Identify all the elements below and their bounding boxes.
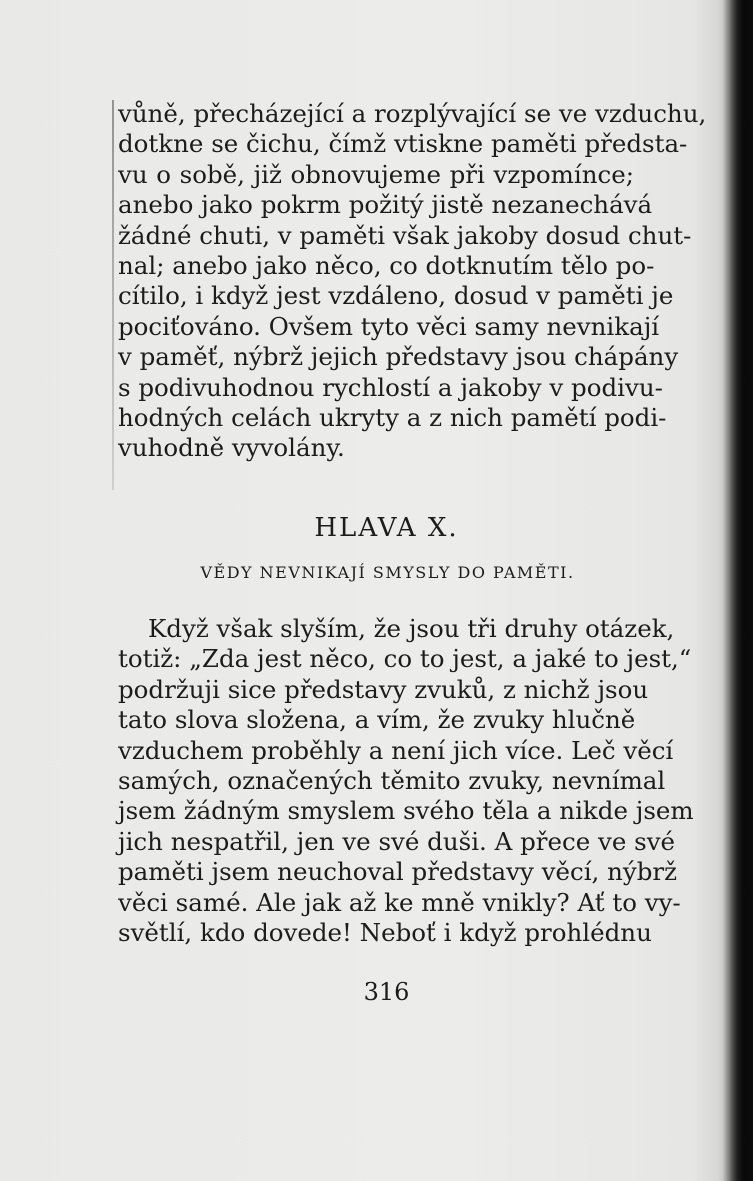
text-line: hodných celách ukryty a z nich pamětí podi-	[118, 403, 667, 433]
text-line: v paměť, nýbrž jejich představy jsou chápány	[118, 342, 679, 372]
text-line: vůně, přecházející a rozplývající se ve vzduchu,	[118, 99, 707, 128]
text-line: anebo jako pokrm požitý jistě nezanechává	[118, 190, 653, 220]
text-line: jsem žádným smyslem svého těla a nikde jsem	[118, 796, 694, 826]
page-edge-shadow	[112, 100, 114, 490]
text-line: Když však slyším, že jsou tři druhy otázek,	[148, 614, 675, 643]
text-line: vu o sobě, již obnovujeme při vzpomínce;	[118, 159, 634, 189]
text-line: paměti jsem neuchoval představy věcí, nýbrž	[118, 857, 678, 887]
text-line: světlí, kdo dovede! Neboť i když prohlédnu	[118, 918, 652, 948]
text-line: dotkne se čichu, čímž vtiskne paměti předsta-	[118, 129, 688, 159]
chapter-subtitle: VĚDY NEVNIKAJÍ SMYSLY DO PAMĚTI.	[200, 563, 575, 582]
text-line: žádné chuti, v paměti však jakoby dosud chut-	[118, 220, 692, 250]
text-line: tato slova složena, a vím, že zvuky hlučně	[118, 705, 636, 735]
text-line: samých, označených těmito zvuky, nevnímal	[118, 766, 666, 796]
text-line: podržuji sice představy zvuků, z nichž jsou	[118, 674, 649, 704]
text-line: s podivuhodnou rychlostí a jakoby v podivu-	[118, 372, 663, 402]
text-line: věci samé. Ale jak až ke mně vnikly? Ať to vy-	[118, 887, 681, 917]
paragraph-1	[118, 99, 707, 464]
paragraph-2	[118, 614, 694, 948]
text-line: totiž: „Zda jest něco, co to jest, a jaké to jest,“	[118, 644, 692, 674]
text-line: jich nespatřil, jen ve své duši. A přece ve své	[118, 826, 676, 856]
text-line: pociťováno. Ovšem tyto věci samy nevnikají	[118, 311, 660, 341]
text-line: nal; anebo jako něco, co dotknutím tělo po-	[118, 251, 655, 281]
chapter-title: HLAVA X.	[314, 513, 459, 543]
text-line: cítilo, i když jest vzdáleno, dosud v paměti je	[118, 281, 674, 311]
text-line: vuhodně vyvolány.	[118, 433, 345, 463]
text-line: vzduchem proběhly a není jich více. Leč věcí	[118, 735, 674, 765]
binding-gutter-shadow	[719, 0, 753, 1181]
page-number: 316	[363, 978, 410, 1006]
